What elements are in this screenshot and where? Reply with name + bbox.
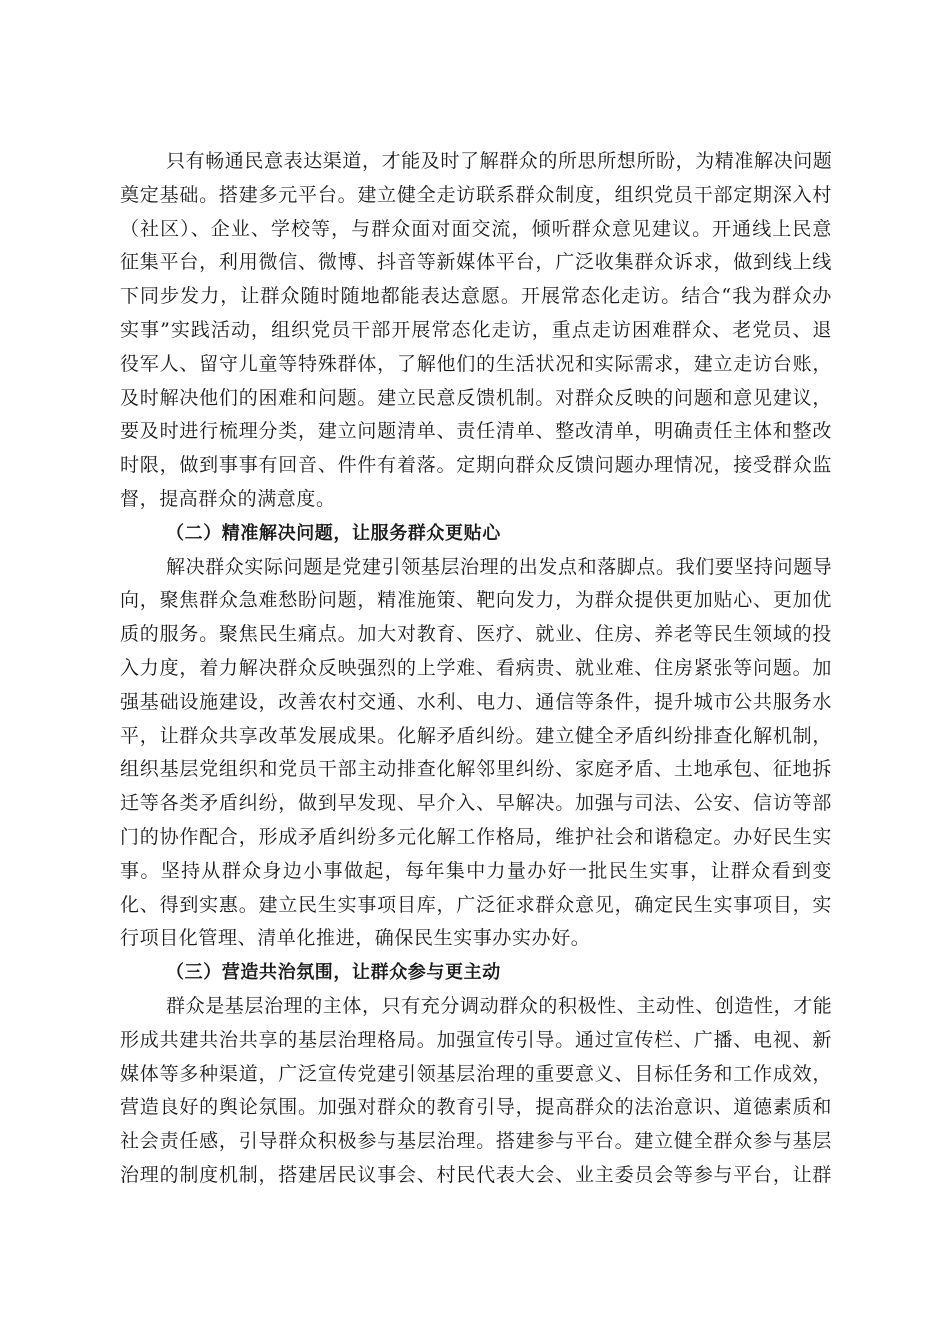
paragraph-line: 行项目化管理、清单化推进，确保民生实事办实办好。	[120, 927, 591, 950]
paragraph-line: 要及时进行梳理分类，建立问题清单、责任清单、整改清单，明确责任主体和整改	[120, 420, 832, 443]
section-heading: （二）精准解决问题，让服务群众更贴心	[166, 522, 501, 544]
paragraph-line: 质的服务。聚焦民生痛点。加大对教育、医疗、就业、住房、养老等民生领域的投	[120, 623, 832, 646]
paragraph-line: 迁等各类矛盾纠纷，做到早发现、早介入、早解决。加强与司法、公安、信访等部	[120, 792, 832, 815]
paragraph-line: 群众是基层治理的主体，只有充分调动群众的积极性、主动性、创造性，才能	[166, 994, 832, 1017]
paragraph-line: 社会责任感，引导群众积极参与基层治理。搭建参与平台。建立健全群众参与基层	[120, 1130, 832, 1153]
paragraph-line: 入力度，着力解决群众反映强烈的上学难、看病贵、就业难、住房紧张等问题。加	[120, 656, 832, 679]
paragraph-line: 媒体等多种渠道，广泛宣传党建引领基层治理的重要意义、目标任务和工作成效，	[120, 1062, 832, 1085]
paragraph-line: 营造良好的舆论氛围。加强对群众的教育引导，提高群众的法治意识、道德素质和	[120, 1096, 832, 1119]
paragraph-line: 下同步发力，让群众随时随地都能表达意愿。开展常态化走访。结合“我为群众办	[120, 285, 832, 308]
paragraph-line: 组织基层党组织和党员干部主动排查化解邻里纠纷、家庭矛盾、土地承包、征地拆	[120, 758, 832, 781]
paragraph-line: 督，提高群众的满意度。	[120, 487, 336, 510]
paragraph-line: 向，聚焦群众急难愁盼问题，精准施策、靶向发力，为群众提供更加贴心、更加优	[120, 589, 832, 612]
paragraph-line: 及时解决他们的困难和问题。建立民意反馈机制。对群众反映的问题和意见建议，	[120, 386, 832, 409]
paragraph-line: 征集平台，利用微信、微博、抖音等新媒体平台，广泛收集群众诉求，做到线上线	[120, 251, 832, 274]
paragraph-line: 奠定基础。搭建多元平台。建立健全走访联系群众制度，组织党员干部定期深入村	[120, 183, 832, 206]
paragraph-line: 强基础设施建设，改善农村交通、水利、电力、通信等条件，提升城市公共服务水	[120, 690, 832, 713]
paragraph-line: 化、得到实惠。建立民生实事项目库，广泛征求群众意见，确定民生实事项目，实	[120, 893, 832, 916]
paragraph-line: 实事”实践活动，组织党员干部开展常态化走访，重点走访困难群众、老党员、退	[120, 318, 832, 341]
paragraph-line: 只有畅通民意表达渠道，才能及时了解群众的所思所想所盼，为精准解决问题	[166, 150, 832, 172]
paragraph-line: 治理的制度机制，搭建居民议事会、村民代表大会、业主委员会等参与平台，让群	[120, 1163, 832, 1186]
document-body	[120, 145, 832, 1193]
section-heading: （三）营造共治氛围，让群众参与更主动	[166, 962, 501, 984]
paragraph-line: 解决群众实际问题是党建引领基层治理的出发点和落脚点。我们要坚持问题导	[166, 555, 832, 578]
paragraph-line: 形成共建共治共享的基层治理格局。加强宣传引导。通过宣传栏、广播、电视、新	[120, 1028, 832, 1051]
paragraph-line: 平，让群众共享改革发展成果。化解矛盾纠纷。建立健全矛盾纠纷排查化解机制，	[120, 724, 832, 747]
paragraph-line: 时限，做到事事有回音、件件有着落。定期向群众反馈问题办理情况，接受群众监	[120, 454, 832, 477]
paragraph-line: 役军人、留守儿童等特殊群体，了解他们的生活状况和实际需求，建立走访台账，	[120, 352, 832, 375]
paragraph-line: （社区）、企业、学校等，与群众面对面交流，倾听群众意见建议。开通线上民意	[120, 217, 832, 240]
paragraph-line: 事。坚持从群众身边小事做起，每年集中力量办好一批民生实事，让群众看到变	[120, 859, 832, 882]
paragraph-line: 门的协作配合，形成矛盾纠纷多元化解工作格局，维护社会和谐稳定。办好民生实	[120, 825, 832, 848]
